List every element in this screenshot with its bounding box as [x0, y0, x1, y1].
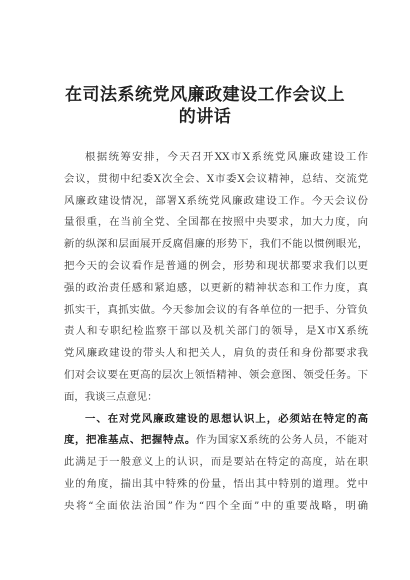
paragraph2-start: 作为国家X系统的公务人员，不能对 [195, 434, 368, 447]
paragraph1-line: 根据统筹安排，今天召开XX市X系统党风廉政建设工作 [85, 151, 368, 163]
paragraph1-line: 把今天的会议看作是普通的例会，形势和现状都要求我们以更 [64, 259, 368, 272]
paragraph1-line: 量很重，在当前全党、全国都在按照中央要求，加大力度，向 [64, 216, 368, 229]
paragraph1-line: 面，我谈三点意见： [64, 390, 158, 403]
paragraph1-line: 抓实干，真抓实做。今天参加会议的有各单位的一把手、分管负 [64, 303, 368, 316]
paragraph2-line: 央将“全面依法治国”作为“四个全面”中的重要战略，明确 [64, 499, 368, 512]
document-title-line2: 的讲话 [178, 107, 232, 127]
document-title-line1: 在司法系统党风廉政建设工作会议上 [65, 85, 345, 105]
paragraph2-line: 业的角度，揣出其中特殊的份量，悟出其中特别的道理。党中 [64, 477, 368, 490]
heading1-continuation-line [64, 430, 368, 452]
heading1: 一、在对党风廉政建设的思想认识上，必须站在特定的高 [85, 412, 368, 425]
paragraph1-line: 党风廉政建设的带头人和把关人，肩负的责任和身份都要求我 [64, 347, 368, 360]
paragraph2-line: 此满足于一般意义上的认识，而是要站在特定的高度，站在职 [64, 456, 368, 469]
paragraph1-line: 风廉政建设情况，部署X系统党风廉政建设工作。今天会议份 [64, 194, 368, 207]
paragraph1-line: 新的纵深和层面展开反腐倡廉的形势下，我们不能以惯例眼光， [64, 238, 368, 251]
paragraph1-line: 们对会议要在更高的层次上领悟精神、领会意图、领受任务。下 [64, 368, 368, 381]
document-body [64, 147, 368, 518]
paragraph1-line: 强的政治责任感和紧迫感，以更新的精神状态和工作力度，真 [64, 281, 368, 294]
heading1-continuation: 度，把准基点、把握特点。 [64, 434, 196, 447]
paragraph1-line: 会议，贯彻中纪委X次全会、X市委X会议精神，总结、交流党 [64, 172, 368, 185]
paragraph1-line: 责人和专职纪检监察干部以及机关部门的领导，是X市X系统 [64, 325, 368, 338]
